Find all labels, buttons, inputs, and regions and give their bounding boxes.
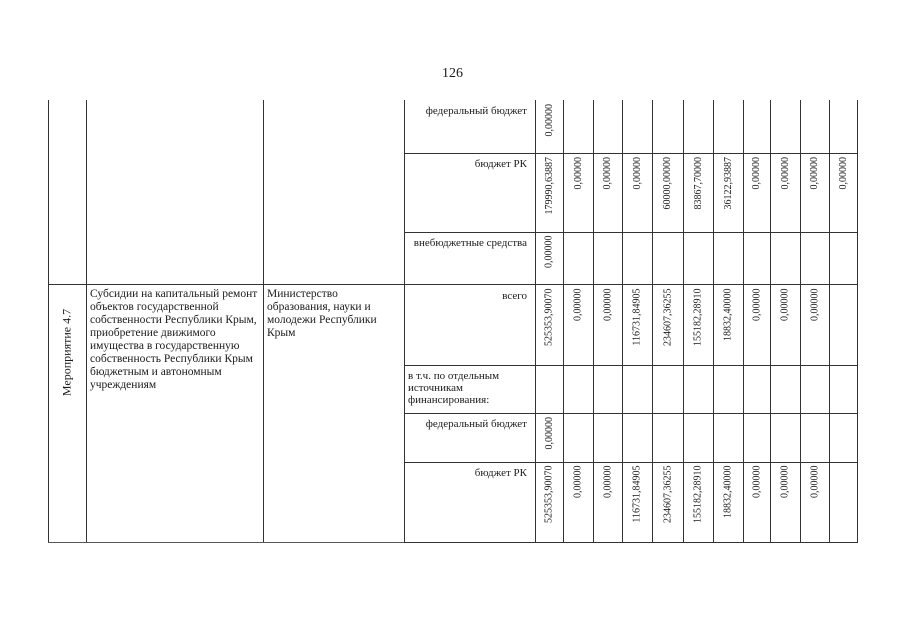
value-cell: 155182,28910	[692, 288, 704, 346]
value-cell: 0,00000	[631, 156, 643, 189]
value-cell: 0,00000	[543, 103, 555, 136]
grid-vline	[404, 100, 405, 542]
measure-executor: Министерство образования, науки и молодежи Республики Крым	[267, 288, 377, 339]
grid-hline	[48, 284, 858, 285]
value-cell: 0,00000	[779, 156, 791, 189]
value-cell: 18832,40000	[722, 465, 734, 518]
measure-description: Субсидии на капитальный ремонт объектов государственной собственности Республики Крым, приобретение движимого имущества в государственную собственность Республики Крым бюджетным и автономным учреждениям	[90, 288, 258, 391]
row-label: всего	[502, 290, 527, 302]
value-cell: 525353,90070	[543, 465, 555, 523]
row-label: в т.ч. по отдельным источникам финансирования:	[408, 370, 500, 406]
value-cell: 179990,63887	[543, 156, 555, 214]
value-cell: 0,00000	[602, 288, 613, 321]
grid-vline	[563, 100, 564, 542]
grid-vline	[622, 100, 623, 542]
value-cell: 0,00000	[751, 465, 762, 498]
value-cell: 0,00000	[809, 156, 820, 189]
grid-vline	[770, 100, 771, 542]
value-cell: 155182,28910	[692, 465, 704, 523]
row-label: внебюджетные средства	[413, 237, 527, 249]
grid-hline	[404, 153, 858, 154]
value-cell: 116731,84905	[631, 288, 643, 346]
value-cell: 0,00000	[751, 288, 762, 321]
value-cell: 60000,00000	[662, 156, 673, 209]
grid-hline	[404, 542, 858, 543]
grid-vline	[48, 100, 49, 542]
value-cell: 0,00000	[572, 465, 584, 498]
grid-hline	[404, 462, 858, 463]
grid-vline	[713, 100, 714, 542]
value-cell: 36122,93887	[722, 156, 734, 209]
grid-hline	[404, 365, 858, 366]
grid-hline	[48, 542, 404, 543]
value-cell: 0,00000	[837, 156, 849, 189]
row-label: федеральный бюджет	[425, 418, 527, 430]
grid-vline	[857, 100, 858, 542]
value-cell: 0,00000	[779, 465, 791, 498]
row-label: бюджет РК	[474, 158, 527, 170]
grid-vline	[86, 100, 87, 542]
grid-vline	[800, 100, 801, 542]
grid-vline	[829, 100, 830, 542]
value-cell: 0,00000	[809, 288, 820, 321]
value-cell: 234607,36255	[662, 465, 673, 523]
grid-hline	[404, 413, 858, 414]
value-cell: 0,00000	[751, 156, 762, 189]
value-cell: 18832,40000	[722, 288, 734, 341]
value-cell: 116731,84905	[631, 465, 643, 523]
value-cell: 0,00000	[572, 156, 584, 189]
value-cell: 83867,70000	[692, 156, 704, 209]
value-cell: 0,00000	[543, 235, 555, 268]
grid-vline	[535, 100, 536, 542]
grid-hline	[404, 232, 858, 233]
value-cell: 0,00000	[602, 465, 613, 498]
value-cell: 234607,36255	[662, 288, 673, 346]
grid-vline	[652, 100, 653, 542]
row-label: бюджет РК	[474, 467, 527, 479]
measure-code: Мероприятие 4.7	[59, 308, 74, 397]
grid-vline	[593, 100, 594, 542]
value-cell: 525353,90070	[543, 288, 555, 346]
value-cell: 0,00000	[602, 156, 613, 189]
value-cell: 0,00000	[543, 416, 555, 449]
page-number: 126	[442, 66, 463, 81]
value-cell: 0,00000	[809, 465, 820, 498]
value-cell: 0,00000	[779, 288, 791, 321]
value-cell: 0,00000	[572, 288, 584, 321]
grid-vline	[263, 100, 264, 542]
grid-vline	[683, 100, 684, 542]
row-label: федеральный бюджет	[425, 105, 527, 117]
grid-vline	[743, 100, 744, 542]
